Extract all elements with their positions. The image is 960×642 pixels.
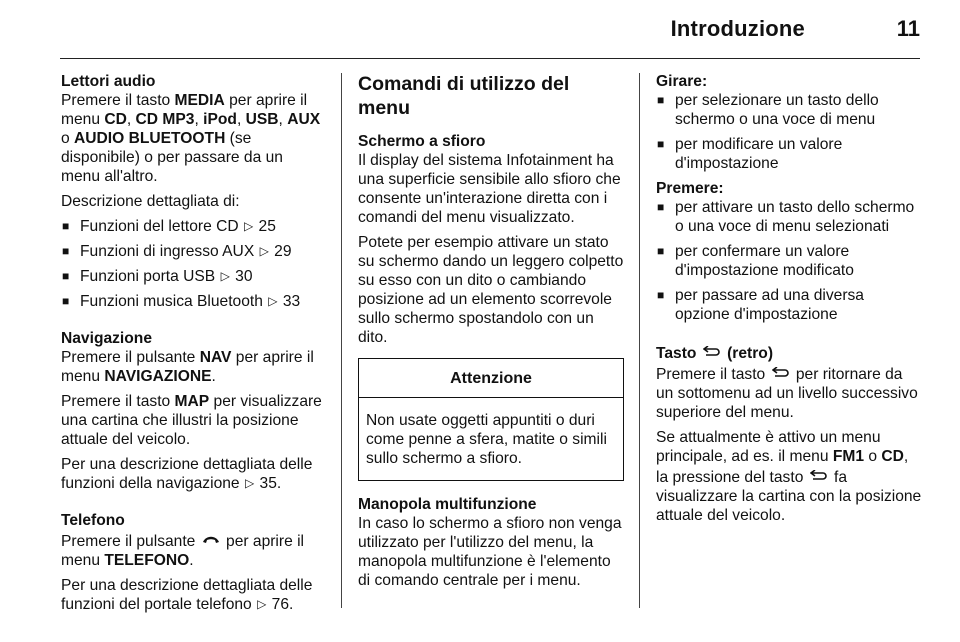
list-item: ■ Funzioni del lettore CD ▷ 25: [61, 217, 326, 236]
page-reference[interactable]: 25: [258, 218, 276, 235]
attention-box: [358, 358, 624, 481]
phone-p2: Per una descrizione dettagliata delle funzioni del portale telefono ▷ 76.: [61, 577, 313, 613]
arrow-reference-icon: ▷: [259, 244, 269, 258]
section-audio-heading: Lettori audio: [61, 73, 156, 90]
header-rule: [60, 58, 920, 59]
audio-detail-lead: Descrizione dettagliata di:: [61, 193, 240, 210]
arrow-reference-icon: ▷: [220, 269, 230, 283]
phone-p1: Premere il pulsante per aprire il menu TELEFONO.: [61, 530, 326, 570]
page-reference[interactable]: 29: [274, 243, 292, 260]
arrow-reference-icon: ▷: [244, 476, 255, 490]
back-arrow-icon: [810, 466, 828, 485]
page-reference[interactable]: 76: [271, 596, 290, 613]
attention-title: Attenzione: [359, 359, 623, 398]
phone-handset-icon: [202, 530, 220, 549]
section-menu-controls-heading: Comandi di utilizzo del menu: [358, 73, 570, 119]
back-arrow-icon: [772, 363, 790, 382]
nav-p1: Premere il pulsante NAV per aprire il menu NAVIGAZIONE.: [61, 349, 314, 385]
back-button-heading: Tasto (retro): [656, 342, 922, 363]
arrow-reference-icon: ▷: [243, 219, 254, 233]
audio-feature-list: [61, 217, 326, 311]
audio-intro: Premere il tasto MEDIA per aprire il menu CD, CD MP3, iPod, USB, AUX o AUDIO BLUETOOTH (se disponibile) o per passare da un menu all'altro.: [61, 92, 321, 185]
multifunction-knob-heading: Manopola multifunzione: [358, 496, 537, 513]
column-divider-1: [341, 73, 342, 608]
touchscreen-p2: Potete per esempio attivare un stato su schermo dando un leggero colpetto su esso con un dito o cambiando posizione ad un elemento scorrevole sullo schermo spostandolo con un dito.: [358, 234, 624, 346]
touchscreen-p1: Il display del sistema Infotainment ha una superficie sensibile allo sfioro che consente un'interazione diretta con i comandi del menu visualizzato.: [358, 152, 621, 226]
column-3: [656, 72, 922, 531]
list-item: ■ per modificare un valore d'impostazione: [656, 135, 922, 173]
list-item: ■ Funzioni porta USB ▷ 30: [61, 267, 326, 286]
page-number: 11: [896, 16, 920, 41]
arrow-reference-icon: ▷: [257, 597, 267, 611]
list-item: ■ per passare ad una diversa opzione d'impostazione: [656, 286, 922, 324]
section-navigation-heading: Navigazione: [61, 330, 152, 347]
list-item: ■ per attivare un tasto dello schermo o una voce di menu selezionati: [656, 198, 922, 236]
arrow-reference-icon: ▷: [268, 294, 278, 308]
page-title: Introduzione: [670, 16, 805, 41]
turn-heading: Girare:: [656, 73, 708, 90]
press-heading: Premere:: [656, 180, 724, 197]
nav-p2: Premere il tasto MAP per visualizzare una cartina che illustri la posizione attuale del veicolo.: [61, 393, 322, 448]
nav-p3: Per una descrizione dettagliata delle funzioni della navigazione ▷ 35.: [61, 456, 313, 492]
section-phone-heading: Telefono: [61, 512, 125, 529]
press-list: [656, 198, 922, 324]
column-divider-2: [639, 73, 640, 608]
column-1: [61, 72, 326, 620]
back-p2: Se attualmente è attivo un menu principale, ad es. il menu FM1 o CD, la pressione del tasto fa visualizzare la cartina con la posizione attuale del veicolo.: [656, 429, 922, 524]
list-item: ■ per confermare un valore d'impostazione modificato: [656, 242, 922, 280]
column-2: [358, 72, 624, 596]
page-reference[interactable]: 35: [259, 475, 277, 492]
list-item: ■ per selezionare un tasto dello schermo o una voce di menu: [656, 91, 922, 129]
back-p1: Premere il tasto per ritornare da un sottomenu ad un livello successivo superiore del menu.: [656, 363, 922, 422]
page-reference[interactable]: 30: [235, 268, 253, 285]
list-item: ■ Funzioni di ingresso AUX ▷ 29: [61, 242, 326, 261]
page-reference[interactable]: 33: [282, 293, 301, 310]
attention-body: Non usate oggetti appuntiti o duri come penne a sfera, matite o simili sullo schermo a sfioro.: [366, 412, 607, 467]
back-arrow-icon: [703, 342, 721, 361]
multifunction-knob-p1: In caso lo schermo a sfioro non venga utilizzato per l'utilizzo del menu, la manopola multifunzione è l'elemento di comando centrale per i menu.: [358, 515, 622, 589]
touchscreen-heading: Schermo a sfioro: [358, 133, 486, 150]
list-item: ■ Funzioni musica Bluetooth ▷ 33: [61, 292, 326, 311]
turn-list: [656, 91, 922, 173]
